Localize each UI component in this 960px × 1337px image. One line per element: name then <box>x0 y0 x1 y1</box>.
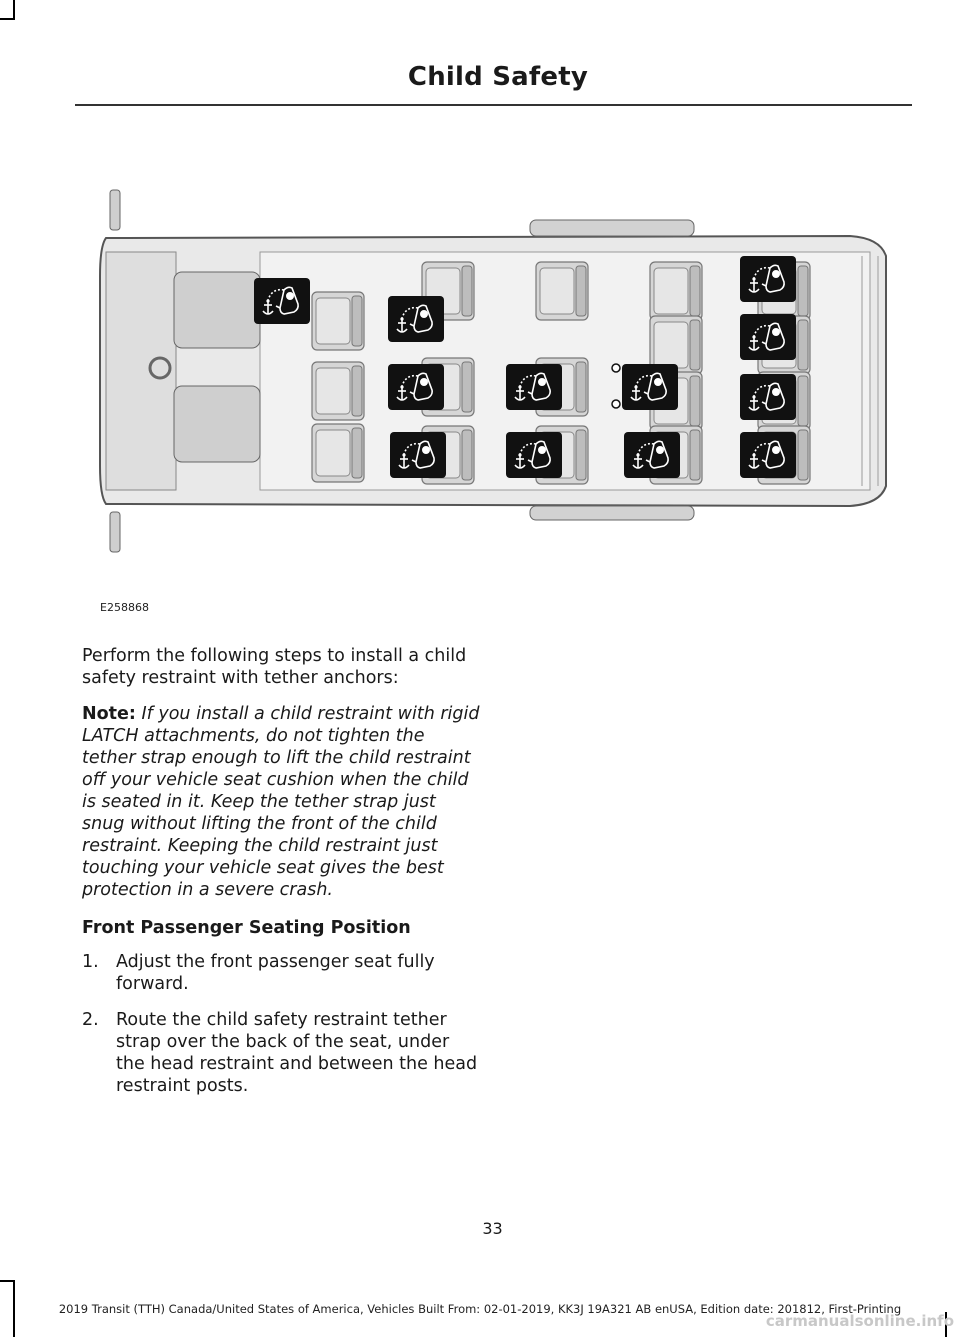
tether-anchor-badge <box>740 374 796 420</box>
figure-id: E258868 <box>100 601 149 614</box>
step-item <box>82 951 482 995</box>
step-item <box>82 1009 482 1097</box>
steps-list <box>82 951 482 1097</box>
note-paragraph <box>82 703 482 901</box>
tether-anchor-badge <box>622 364 678 410</box>
note-label: Note: <box>82 704 136 724</box>
note-text: If you install a child restraint with rigid LATCH attachments, do not tighten the tether strap enough to lift the child restraint off your vehicle seat cushion when the child is seated in it. Keep the tether strap just snug without lifting the front of the child restraint. Keeping the child restraint just touching your vehicle seat gives the best protection in a severe crash. <box>82 704 480 900</box>
watermark: carmanualsonline.info <box>765 1312 954 1330</box>
front-seat-left <box>174 272 260 348</box>
mirror-left <box>110 190 120 230</box>
step-number: 1. <box>82 952 99 972</box>
tether-anchor-badge <box>740 314 796 360</box>
page-number: 33 <box>482 1219 503 1238</box>
tether-anchor-badge <box>506 432 562 478</box>
tether-anchor-badge <box>390 432 446 478</box>
tether-anchor-badge <box>506 364 562 410</box>
intro-paragraph: Perform the following steps to install a child safety restraint with tether anchors: <box>82 646 467 688</box>
section-heading: Front Passenger Seating Position <box>82 918 411 938</box>
crop-mark <box>13 0 15 20</box>
crop-mark <box>0 18 15 20</box>
tether-anchor-badge <box>740 432 796 478</box>
body-text <box>82 645 482 1111</box>
crop-mark <box>0 1280 15 1282</box>
roof-vent <box>530 220 694 236</box>
van-tether-anchor-diagram <box>90 186 920 556</box>
footer-text: 2019 Transit (TTH) Canada/United States of America, Vehicles Built From: 02-01-2019, KK3J 19A321 AB enUSA, Edition date: 201812, First-Printing <box>58 1302 902 1316</box>
front-seat-right <box>174 386 260 462</box>
tether-anchor-badge <box>624 432 680 478</box>
mirror-right <box>110 512 120 552</box>
step-text: Route the child safety restraint tether strap over the back of the seat, under the head restraint and between the head restraint posts. <box>116 1010 478 1096</box>
step-text: Adjust the front passenger seat fully forward. <box>116 952 435 994</box>
page-title: Child Safety <box>407 62 588 92</box>
step-number: 2. <box>82 1010 99 1030</box>
tether-anchor-badge <box>740 256 796 302</box>
header-rule <box>75 104 912 106</box>
tether-anchor-badge <box>388 296 444 342</box>
crop-mark <box>13 1280 15 1337</box>
tether-anchor-badge <box>388 364 444 410</box>
tether-anchor-badge <box>254 278 310 324</box>
